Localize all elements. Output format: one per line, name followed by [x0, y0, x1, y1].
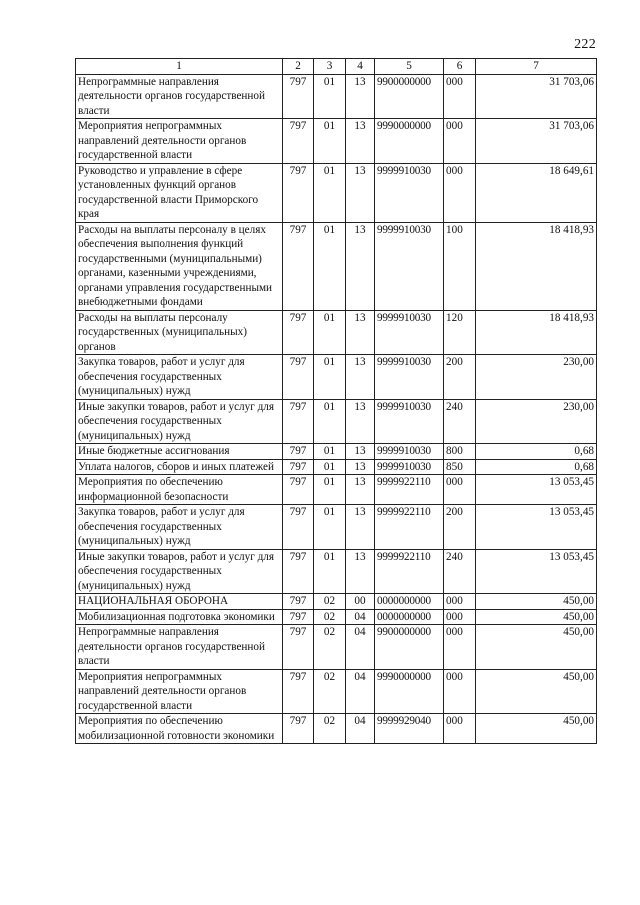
page-number: 222	[574, 37, 596, 52]
row-name-cell: Закупка товаров, работ и услуг для обеспечения государственных (муниципальных) нужд	[76, 355, 283, 400]
table-row	[76, 355, 597, 400]
target-article-code-cell: 9999910030	[375, 355, 444, 400]
section-code-cell: 02	[314, 714, 346, 744]
section-code-cell: 01	[314, 459, 346, 475]
subsection-code-cell: 13	[346, 475, 375, 505]
section-code-cell: 01	[314, 505, 346, 550]
gr-code-cell: 797	[283, 609, 314, 625]
row-name-cell: Иные закупки товаров, работ и услуг для обеспечения государственных (муниципальных) нужд	[76, 549, 283, 594]
table-row	[76, 475, 597, 505]
expense-type-code-cell: 000	[444, 74, 476, 119]
expense-type-code-cell: 000	[444, 625, 476, 670]
table-row	[76, 74, 597, 119]
expense-type-code-cell: 000	[444, 594, 476, 610]
gr-code-cell: 797	[283, 74, 314, 119]
amount-cell: 450,00	[476, 714, 597, 744]
gr-code-cell: 797	[283, 119, 314, 164]
expense-type-code-cell: 120	[444, 310, 476, 355]
column-header: 6	[444, 59, 476, 75]
column-header: 2	[283, 59, 314, 75]
row-name-cell: Непрограммные направления деятельности органов государственной власти	[76, 625, 283, 670]
subsection-code-cell: 13	[346, 119, 375, 164]
subsection-code-cell: 13	[346, 163, 375, 222]
section-code-cell: 01	[314, 74, 346, 119]
expense-type-code-cell: 000	[444, 669, 476, 714]
target-article-code-cell: 9900000000	[375, 625, 444, 670]
row-name-cell: Мероприятия непрограммных направлений деятельности органов государственной власти	[76, 669, 283, 714]
amount-cell: 450,00	[476, 669, 597, 714]
table-row	[76, 444, 597, 460]
target-article-code-cell: 9999910030	[375, 222, 444, 310]
subsection-code-cell: 04	[346, 714, 375, 744]
amount-cell: 230,00	[476, 355, 597, 400]
gr-code-cell: 797	[283, 714, 314, 744]
expense-type-code-cell: 800	[444, 444, 476, 460]
amount-cell: 31 703,06	[476, 119, 597, 164]
row-name-cell: Расходы на выплаты персоналу государственных (муниципальных) органов	[76, 310, 283, 355]
table-row	[76, 549, 597, 594]
expense-type-code-cell: 100	[444, 222, 476, 310]
gr-code-cell: 797	[283, 222, 314, 310]
expense-type-code-cell: 000	[444, 609, 476, 625]
gr-code-cell: 797	[283, 594, 314, 610]
row-name-cell: Мероприятия непрограммных направлений деятельности органов государственной власти	[76, 119, 283, 164]
section-code-cell: 02	[314, 669, 346, 714]
target-article-code-cell: 0000000000	[375, 594, 444, 610]
amount-cell: 230,00	[476, 399, 597, 444]
row-name-cell: Мероприятия по обеспечению мобилизационной готовности экономики	[76, 714, 283, 744]
gr-code-cell: 797	[283, 444, 314, 460]
budget-table	[75, 58, 597, 744]
table-row	[76, 505, 597, 550]
expense-type-code-cell: 000	[444, 119, 476, 164]
subsection-code-cell: 13	[346, 355, 375, 400]
amount-cell: 18 418,93	[476, 310, 597, 355]
target-article-code-cell: 9990000000	[375, 669, 444, 714]
gr-code-cell: 797	[283, 355, 314, 400]
table-row	[76, 625, 597, 670]
amount-cell: 13 053,45	[476, 549, 597, 594]
target-article-code-cell: 9999922110	[375, 549, 444, 594]
table-row	[76, 459, 597, 475]
amount-cell: 450,00	[476, 594, 597, 610]
expense-type-code-cell: 850	[444, 459, 476, 475]
column-header: 4	[346, 59, 375, 75]
target-article-code-cell: 9999910030	[375, 444, 444, 460]
table-row	[76, 163, 597, 222]
amount-cell: 0,68	[476, 444, 597, 460]
subsection-code-cell: 13	[346, 505, 375, 550]
section-code-cell: 01	[314, 119, 346, 164]
row-name-cell: Мероприятия по обеспечению информационной безопасности	[76, 475, 283, 505]
section-code-cell: 01	[314, 475, 346, 505]
subsection-code-cell: 13	[346, 222, 375, 310]
target-article-code-cell: 9999929040	[375, 714, 444, 744]
row-name-cell: Закупка товаров, работ и услуг для обеспечения государственных (муниципальных) нужд	[76, 505, 283, 550]
amount-cell: 450,00	[476, 609, 597, 625]
subsection-code-cell: 13	[346, 549, 375, 594]
amount-cell: 450,00	[476, 625, 597, 670]
row-name-cell: Уплата налогов, сборов и иных платежей	[76, 459, 283, 475]
table-row	[76, 222, 597, 310]
subsection-code-cell: 04	[346, 609, 375, 625]
section-code-cell: 01	[314, 355, 346, 400]
column-header: 3	[314, 59, 346, 75]
target-article-code-cell: 9999922110	[375, 475, 444, 505]
gr-code-cell: 797	[283, 163, 314, 222]
expense-type-code-cell: 200	[444, 505, 476, 550]
expense-type-code-cell: 200	[444, 355, 476, 400]
section-code-cell: 01	[314, 549, 346, 594]
table-row	[76, 714, 597, 744]
expense-type-code-cell: 000	[444, 714, 476, 744]
section-code-cell: 02	[314, 609, 346, 625]
row-name-cell: Расходы на выплаты персоналу в целях обеспечения выполнения функций государственными (муниципальными) органами, казенными учреждениями, органами управления государственными внебюджетными фондами	[76, 222, 283, 310]
gr-code-cell: 797	[283, 505, 314, 550]
amount-cell: 0,68	[476, 459, 597, 475]
target-article-code-cell: 9900000000	[375, 74, 444, 119]
column-header: 5	[375, 59, 444, 75]
gr-code-cell: 797	[283, 669, 314, 714]
target-article-code-cell: 9999910030	[375, 459, 444, 475]
column-header: 1	[76, 59, 283, 75]
gr-code-cell: 797	[283, 549, 314, 594]
row-name-cell: НАЦИОНАЛЬНАЯ ОБОРОНА	[76, 594, 283, 610]
subsection-code-cell: 04	[346, 625, 375, 670]
table-row	[76, 119, 597, 164]
amount-cell: 31 703,06	[476, 74, 597, 119]
row-name-cell: Непрограммные направления деятельности органов государственной власти	[76, 74, 283, 119]
row-name-cell: Руководство и управление в сфере установленных функций органов государственной власти Приморского края	[76, 163, 283, 222]
amount-cell: 13 053,45	[476, 475, 597, 505]
section-code-cell: 01	[314, 163, 346, 222]
table-row	[76, 310, 597, 355]
table-row	[76, 669, 597, 714]
subsection-code-cell: 13	[346, 310, 375, 355]
section-code-cell: 01	[314, 399, 346, 444]
column-number-row	[76, 59, 597, 75]
row-name-cell: Иные бюджетные ассигнования	[76, 444, 283, 460]
column-header: 7	[476, 59, 597, 75]
amount-cell: 13 053,45	[476, 505, 597, 550]
subsection-code-cell: 04	[346, 669, 375, 714]
row-name-cell: Иные закупки товаров, работ и услуг для обеспечения государственных (муниципальных) нужд	[76, 399, 283, 444]
table-row	[76, 609, 597, 625]
target-article-code-cell: 0000000000	[375, 609, 444, 625]
gr-code-cell: 797	[283, 310, 314, 355]
target-article-code-cell: 9999910030	[375, 163, 444, 222]
section-code-cell: 02	[314, 625, 346, 670]
expense-type-code-cell: 000	[444, 475, 476, 505]
table-body	[76, 74, 597, 744]
subsection-code-cell: 13	[346, 444, 375, 460]
expense-type-code-cell: 240	[444, 549, 476, 594]
subsection-code-cell: 13	[346, 399, 375, 444]
table-row	[76, 594, 597, 610]
expense-type-code-cell: 240	[444, 399, 476, 444]
target-article-code-cell: 9999922110	[375, 505, 444, 550]
section-code-cell: 01	[314, 444, 346, 460]
target-article-code-cell: 9999910030	[375, 399, 444, 444]
table-row	[76, 399, 597, 444]
gr-code-cell: 797	[283, 475, 314, 505]
amount-cell: 18 418,93	[476, 222, 597, 310]
gr-code-cell: 797	[283, 625, 314, 670]
section-code-cell: 02	[314, 594, 346, 610]
section-code-cell: 01	[314, 222, 346, 310]
section-code-cell: 01	[314, 310, 346, 355]
subsection-code-cell: 00	[346, 594, 375, 610]
row-name-cell: Мобилизационная подготовка экономики	[76, 609, 283, 625]
subsection-code-cell: 13	[346, 459, 375, 475]
target-article-code-cell: 9990000000	[375, 119, 444, 164]
expense-type-code-cell: 000	[444, 163, 476, 222]
subsection-code-cell: 13	[346, 74, 375, 119]
amount-cell: 18 649,61	[476, 163, 597, 222]
gr-code-cell: 797	[283, 399, 314, 444]
gr-code-cell: 797	[283, 459, 314, 475]
target-article-code-cell: 9999910030	[375, 310, 444, 355]
